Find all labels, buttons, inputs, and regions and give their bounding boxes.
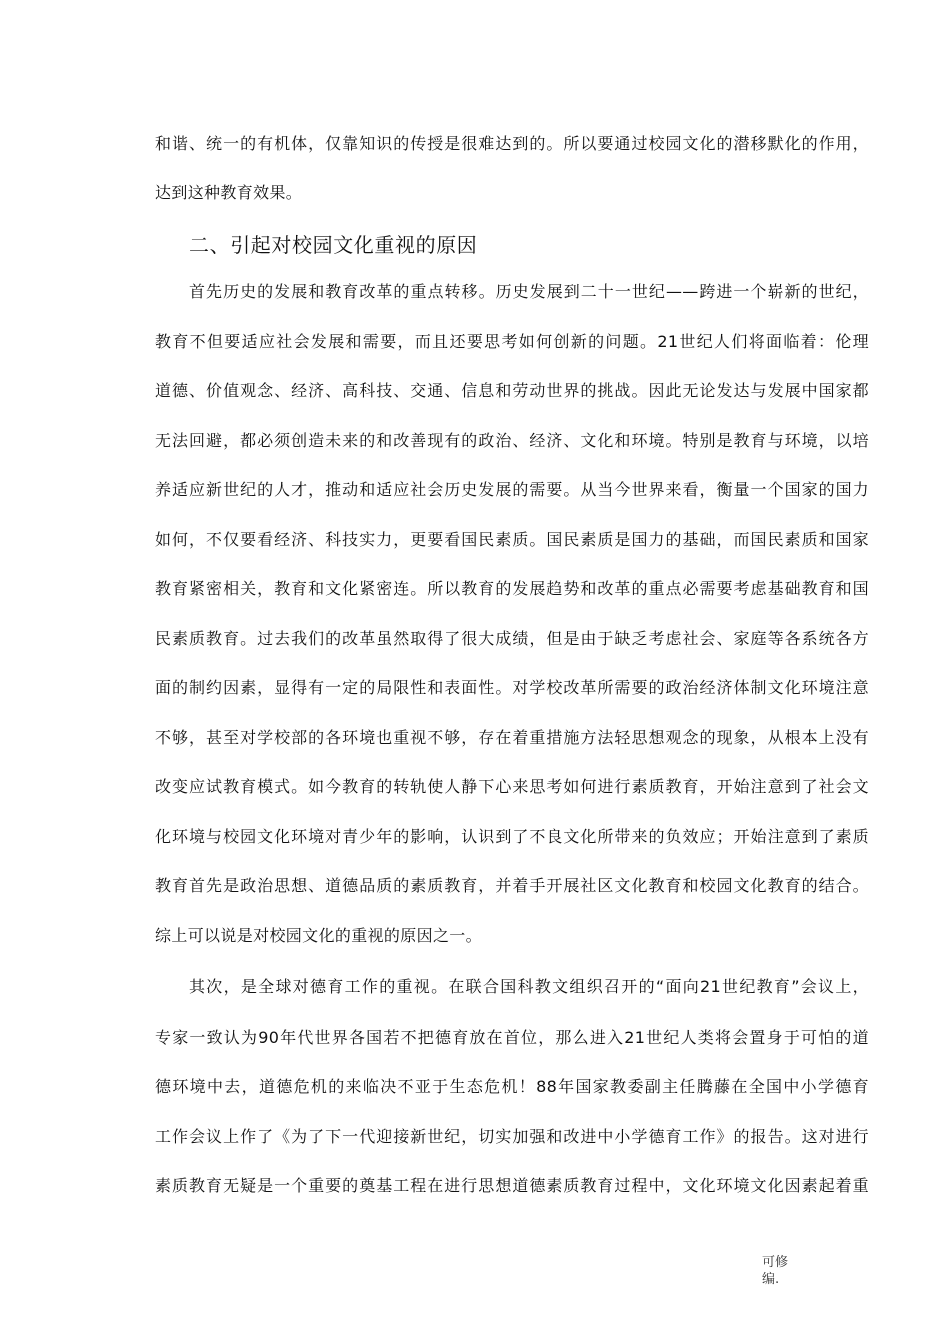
text-line: 工作会议上作了《为了下一代迎接新世纪，切实加强和改进中小学德育工作》的报告。这对进行 — [155, 1127, 869, 1146]
text-line: 道德、价值观念、经济、高科技、交通、信息和劳动世界的挑战。因此无论发达与发展中国家都 — [155, 381, 869, 400]
text-line: 专家一致认为90年代世界各国若不把德育放在首位，那么进入21世纪人类将会置身于可怕的道 — [155, 1028, 869, 1047]
text-line: 素质教育无疑是一个重要的奠基工程在进行思想道德素质教育过程中，文化环境文化因素起着重 — [155, 1176, 869, 1195]
text-line: 教育紧密相关，教育和文化紧密连。所以教育的发展趋势和改革的重点必需要考虑基础教育和国 — [155, 579, 869, 598]
text-line: 和谐、统一的有机体，仅靠知识的传授是很难达到的。所以要通过校园文化的潜移默化的作用， — [155, 134, 869, 153]
text-line: 化环境与校园文化环境对青少年的影响，认识到了不良文化所带来的负效应；开始注意到了素质 — [155, 827, 869, 846]
text-line: 如何，不仅要看经济、科技实力，更要看国民素质。国民素质是国力的基础，而国民素质和国家 — [155, 530, 869, 549]
paragraph-first-line: 其次，是全球对德育工作的重视。在联合国科教文组织召开的“面向21世纪教育”会议上， — [189, 977, 869, 996]
text-line: 养适应新世纪的人才，推动和适应社会历史发展的需要。从当今世界来看，衡量一个国家的国力 — [155, 480, 869, 499]
text-line: 教育首先是政治思想、道德品质的素质教育，并着手开展社区文化教育和校园文化教育的结合。 — [155, 876, 869, 895]
text-line: 综上可以说是对校园文化的重视的原因之一。 — [155, 926, 483, 945]
paragraph-first-line: 首先历史的发展和教育改革的重点转移。历史发展到二十一世纪——跨进一个崭新的世纪， — [189, 282, 869, 301]
text-line: 达到这种教育效果。 — [155, 183, 303, 202]
text-line: 面的制约因素，显得有一定的局限性和表面性。对学校改革所需要的政治经济体制文化环境注意 — [155, 678, 869, 697]
text-line: 不够，甚至对学校部的各环境也重视不够，存在着重措施方法轻思想观念的现象，从根本上没有 — [155, 728, 869, 747]
section-heading: 二、引起对校园文化重视的原因 — [189, 233, 478, 257]
footer-note: 可修编. — [762, 1255, 789, 1287]
text-line: 无法回避，都必须创造未来的和改善现有的政治、经济、文化和环境。特别是教育与环境，以培 — [155, 431, 869, 450]
text-line: 民素质教育。过去我们的改革虽然取得了很大成绩，但是由于缺乏考虑社会、家庭等各系统各方 — [155, 629, 869, 648]
text-line: 德环境中去，道德危机的来临决不亚于生态危机！88年国家教委副主任腾藤在全国中小学德育 — [155, 1077, 869, 1096]
text-line: 改变应试教育模式。如今教育的转轨使人静下心来思考如何进行素质教育，开始注意到了社会文 — [155, 777, 869, 796]
text-line: 教育不但要适应社会发展和需要，而且还要思考如何创新的问题。21世纪人们将面临着：伦理 — [155, 332, 869, 351]
